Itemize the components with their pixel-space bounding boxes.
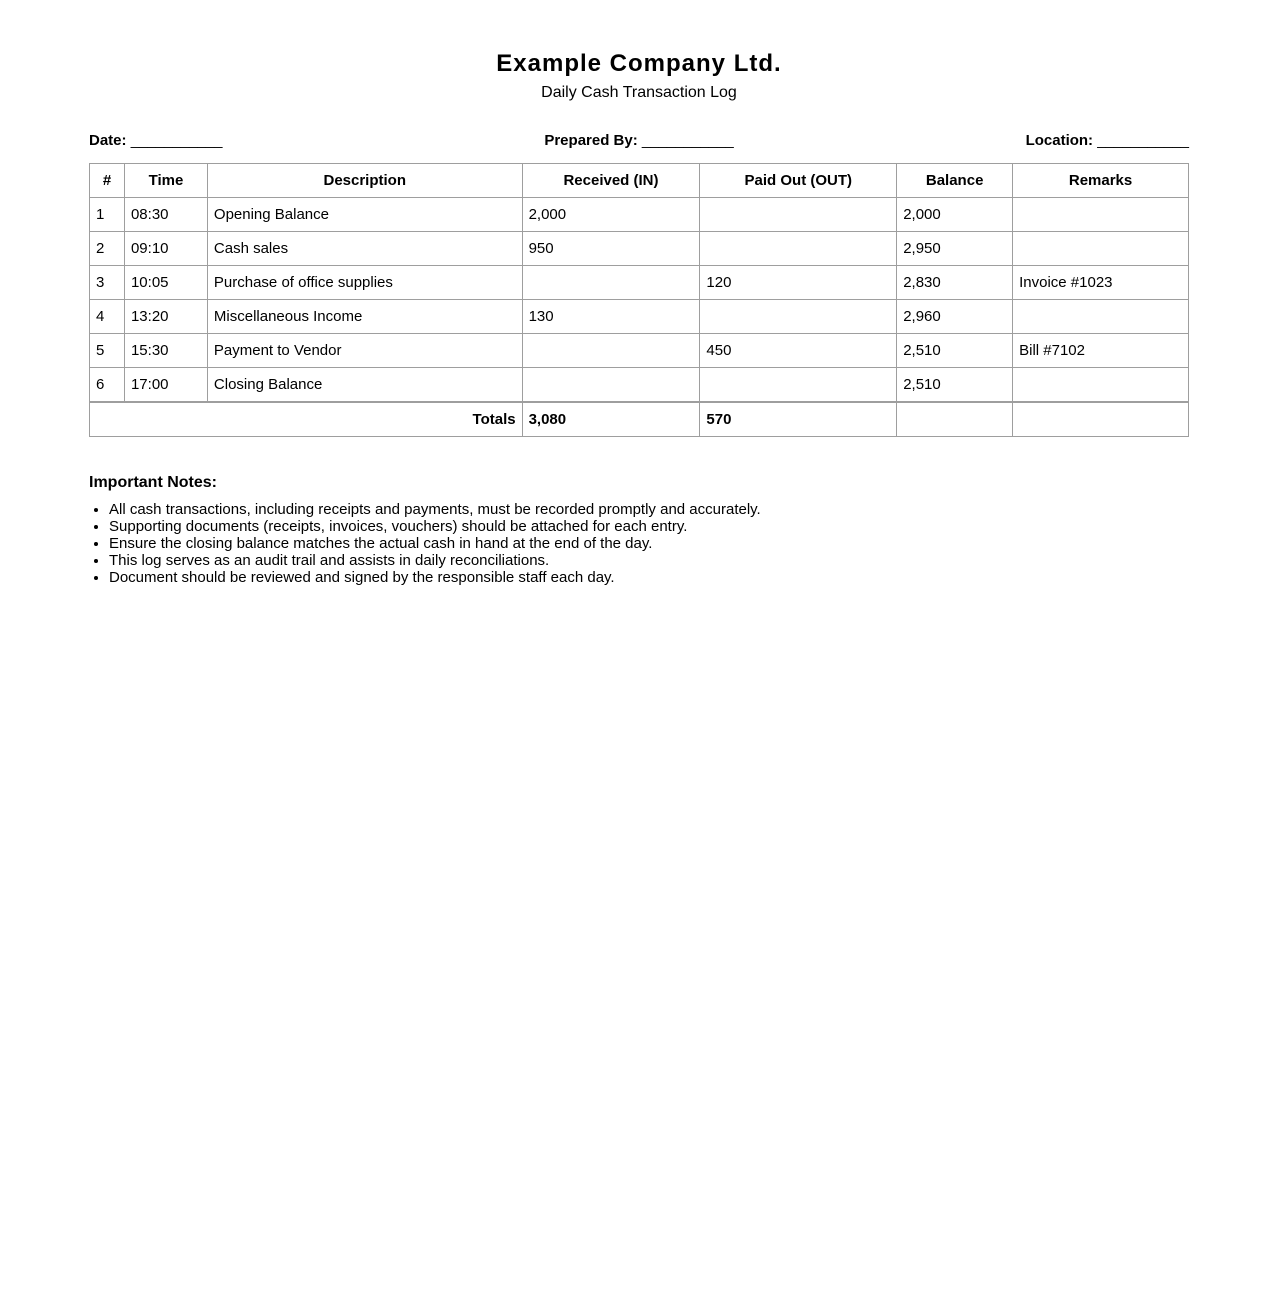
cell-time: 15:30	[124, 334, 207, 368]
column-header-time: Time	[124, 164, 207, 198]
cell-balance: 2,950	[897, 232, 1013, 266]
cell-received	[522, 266, 700, 300]
totals-balance	[897, 402, 1013, 437]
cell-time: 10:05	[124, 266, 207, 300]
document-header	[89, 48, 1189, 103]
cell-description: Opening Balance	[207, 198, 522, 232]
table-row	[90, 300, 1189, 334]
list-item: • Document should be reviewed and signed by the responsible staff each day.	[109, 569, 1189, 586]
totals-received: 3,080	[522, 402, 700, 437]
cell-remarks	[1013, 300, 1189, 334]
cell-paid-out	[700, 232, 897, 266]
date-label: Date:	[89, 132, 127, 149]
table-row	[90, 334, 1189, 368]
transaction-table	[89, 163, 1189, 437]
table-row	[90, 198, 1189, 232]
table-row	[90, 266, 1189, 300]
cell-description: Cash sales	[207, 232, 522, 266]
column-header-received: Received (IN)	[522, 164, 700, 198]
totals-row	[90, 402, 1189, 437]
totals-remarks	[1013, 402, 1189, 437]
table-row	[90, 368, 1189, 403]
cell-balance: 2,510	[897, 334, 1013, 368]
prepared-by-field	[89, 131, 1189, 151]
notes-list	[89, 501, 1189, 586]
column-header-remarks: Remarks	[1013, 164, 1189, 198]
list-item: • Supporting documents (receipts, invoices, vouchers) should be attached for each entry.	[109, 518, 1189, 535]
totals-paid-out: 570	[700, 402, 897, 437]
cell-time: 09:10	[124, 232, 207, 266]
prepared-by-blank: ___________	[641, 132, 734, 149]
location-blank: ___________	[1097, 132, 1189, 149]
cell-remarks	[1013, 232, 1189, 266]
document-page	[89, 48, 1189, 586]
date-blank: ___________	[130, 132, 223, 149]
cell-number: 5	[90, 334, 125, 368]
location-label: Location:	[1025, 132, 1094, 149]
cell-received: 2,000	[522, 198, 700, 232]
cell-number: 3	[90, 266, 125, 300]
cell-balance: 2,510	[897, 368, 1013, 403]
list-item: • This log serves as an audit trail and assists in daily reconciliations.	[109, 552, 1189, 569]
table-row	[90, 232, 1189, 266]
list-item: • All cash transactions, including receipts and payments, must be recorded promptly and accurately.	[109, 501, 1189, 518]
column-header-paid-out: Paid Out (OUT)	[700, 164, 897, 198]
meta-fields	[89, 131, 1189, 151]
column-header-number: #	[90, 164, 125, 198]
cell-description: Purchase of office supplies	[207, 266, 522, 300]
cell-remarks	[1013, 368, 1189, 403]
cell-balance: 2,830	[897, 266, 1013, 300]
notes-heading: Important Notes:	[89, 474, 217, 491]
cell-number: 1	[90, 198, 125, 232]
cell-received: 950	[522, 232, 700, 266]
cell-time: 17:00	[124, 368, 207, 403]
cell-time: 13:20	[124, 300, 207, 334]
cell-time: 08:30	[124, 198, 207, 232]
totals-label: Totals	[90, 402, 523, 437]
company-name: Example Company Ltd.	[496, 50, 782, 77]
cell-paid-out	[700, 198, 897, 232]
cell-paid-out	[700, 368, 897, 403]
cell-number: 2	[90, 232, 125, 266]
cell-description: Payment to Vendor	[207, 334, 522, 368]
cell-description: Closing Balance	[207, 368, 522, 403]
cell-remarks: Invoice #1023	[1013, 266, 1189, 300]
cell-balance: 2,960	[897, 300, 1013, 334]
cell-number: 4	[90, 300, 125, 334]
list-item: • Ensure the closing balance matches the actual cash in hand at the end of the day.	[109, 535, 1189, 552]
cell-paid-out: 450	[700, 334, 897, 368]
cell-remarks	[1013, 198, 1189, 232]
location-field	[1026, 131, 1189, 151]
cell-balance: 2,000	[897, 198, 1013, 232]
cell-remarks: Bill #7102	[1013, 334, 1189, 368]
cell-paid-out	[700, 300, 897, 334]
cell-received	[522, 368, 700, 403]
cell-received: 130	[522, 300, 700, 334]
table-header-row	[90, 164, 1189, 198]
cell-number: 6	[90, 368, 125, 403]
column-header-description: Description	[207, 164, 522, 198]
document-subtitle: Daily Cash Transaction Log	[541, 84, 737, 101]
cell-received	[522, 334, 700, 368]
cell-description: Miscellaneous Income	[207, 300, 522, 334]
prepared-by-label: Prepared By:	[544, 132, 638, 149]
cell-paid-out: 120	[700, 266, 897, 300]
column-header-balance: Balance	[897, 164, 1013, 198]
